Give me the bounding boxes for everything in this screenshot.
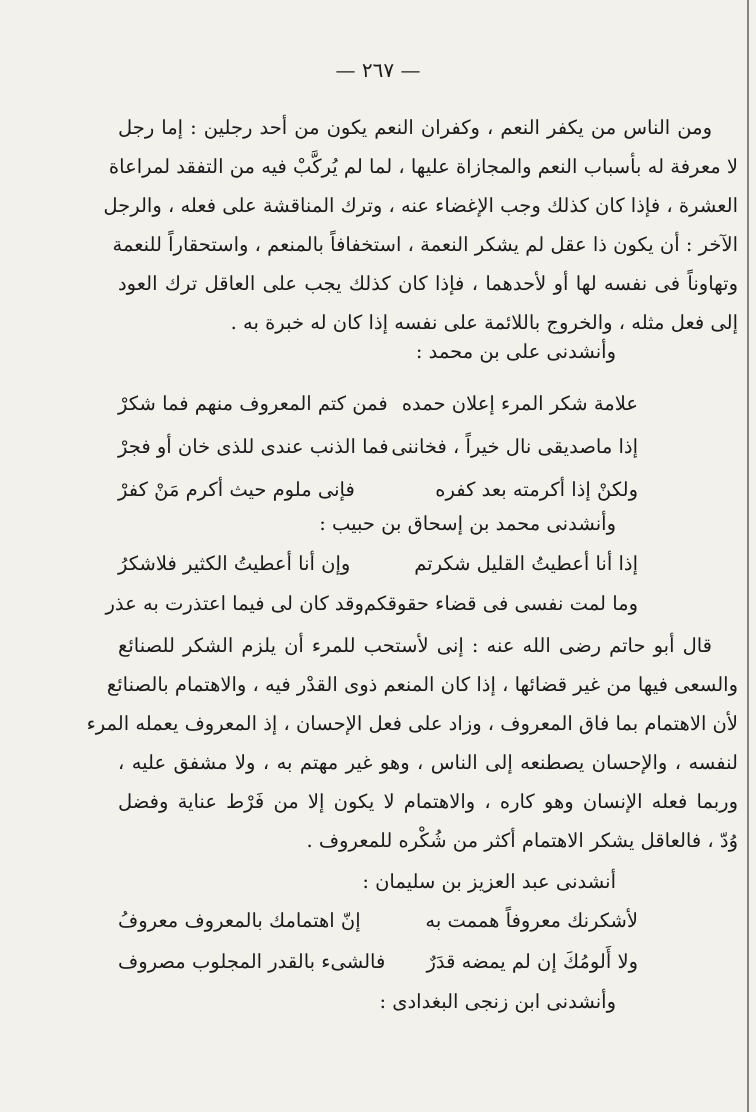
paragraph-line: لنفسه ، والإحسان يصطنعه إلى الناس ، وهو غير مهتم به ، ولا مشفق عليه ، bbox=[118, 751, 738, 774]
verse-first-hemistich: وما لمت نفسى فى قضاء حقوقكم bbox=[363, 592, 638, 615]
paragraph-line: العشرة ، فإذا كان كذلك وجب الإغضاء عنه ، وترك المناقشة على فعله ، والرجل bbox=[103, 194, 738, 217]
verse-row bbox=[118, 478, 638, 501]
paragraph-line: وربما فعله الإنسان وهو كاره ، والاهتمام لا يكون إلا من فَرْط عناية وفضل bbox=[118, 790, 738, 813]
paragraph-line: الآخر : أن يكون ذا عقل لم يشكر النعمة ، استخفافاً بالمنعم ، واستحقاراً للنعمة bbox=[112, 233, 738, 256]
paragraph-line: وُدّ ، فالعاقل يشكر الاهتمام أكثر من شُكْره للمعروف . bbox=[306, 829, 738, 852]
verse-second-hemistich: وإن أنا أعطيتُ الكثير فلاشكرُ bbox=[118, 552, 351, 575]
verse-second-hemistich: فالشىء بالقدر المجلوب مصروف bbox=[118, 950, 386, 973]
verse-second-hemistich: وقد كان لى فيما اعتذرت به عذر bbox=[105, 592, 364, 615]
paragraph-line: والسعى فيها من غير قضائها ، إذا كان المنعم ذوى القدْر فيه ، والاهتمام بالصنائع bbox=[106, 673, 738, 696]
poem-intro: أنشدنى عبد العزيز بن سليمان : bbox=[362, 870, 616, 893]
paragraph-line: ومن الناس من يكفر النعم ، وكفران النعم يكون من أحد رجلين : إما رجل bbox=[118, 116, 712, 139]
paragraph-line: قال أبو حاتم رضى الله عنه : إنى لأستحب للمرء أن يلزم الشكر للصنائع bbox=[118, 634, 712, 657]
poem-intro: وأنشدنى ابن زنجى البغدادى : bbox=[379, 990, 616, 1013]
poem-intro: وأنشدنى على بن محمد : bbox=[415, 340, 616, 363]
verse-first-hemistich: ولا أَلومُكَ إن لم يمضه قدَرٌ bbox=[426, 950, 638, 973]
verse-row bbox=[118, 435, 638, 458]
verse-row bbox=[105, 592, 638, 615]
verse-row bbox=[118, 392, 638, 415]
page-number: — ٢٦٧ — bbox=[335, 58, 421, 82]
paragraph-line: وتهاوناً فى نفسه لها أو لأحدهما ، فإذا كان كذلك يجب على العاقل ترك العود bbox=[118, 272, 738, 295]
verse-first-hemistich: إذا ماصديقى نال خيراً ، فخاننى bbox=[391, 435, 638, 458]
verse-second-hemistich: فما الذنب عندى للذى خان أو فجرْ bbox=[118, 435, 389, 458]
verse-first-hemistich: ولكنْ إذا أكرمته بعد كفره bbox=[435, 478, 638, 501]
paragraph-1 bbox=[103, 108, 738, 342]
verse-row bbox=[118, 909, 638, 932]
verse-first-hemistich: علامة شكر المرء إعلان حمده bbox=[401, 392, 638, 415]
verse-first-hemistich: إذا أنا أعطيتُ القليل شكرتم bbox=[414, 552, 638, 575]
paragraph-line: لأن الاهتمام بما فاق المعروف ، وزاد على فعل الإحسان ، إذ المعروف يعمله المرء bbox=[86, 712, 738, 735]
page-edge-rule bbox=[747, 0, 749, 1112]
verse-second-hemistich: إنّ اهتمامك بالمعروف معروفُ bbox=[118, 909, 361, 932]
paragraph-line: إلى فعل مثله ، والخروج باللائمة على نفسه إذا كان له خبرة به . bbox=[230, 311, 738, 334]
verse-second-hemistich: فمن كتم المعروف منهم فما شكرْ bbox=[118, 392, 388, 415]
verse-row bbox=[118, 552, 638, 575]
paragraph-2 bbox=[86, 626, 738, 860]
verse-row bbox=[118, 950, 638, 973]
paragraph-line: لا معرفة له بأسباب النعم والمجازاة عليها ، لما لم يُركَّبْ فيه من التفقد لمراعاة bbox=[108, 155, 738, 178]
verse-second-hemistich: فإنى ملوم حيث أكرم مَنْ كفرْ bbox=[118, 478, 355, 501]
poem-intro: وأنشدنى محمد بن إسحاق بن حبيب : bbox=[319, 512, 616, 535]
verse-first-hemistich: لأشكرنك معروفاً هممت به bbox=[425, 909, 638, 932]
